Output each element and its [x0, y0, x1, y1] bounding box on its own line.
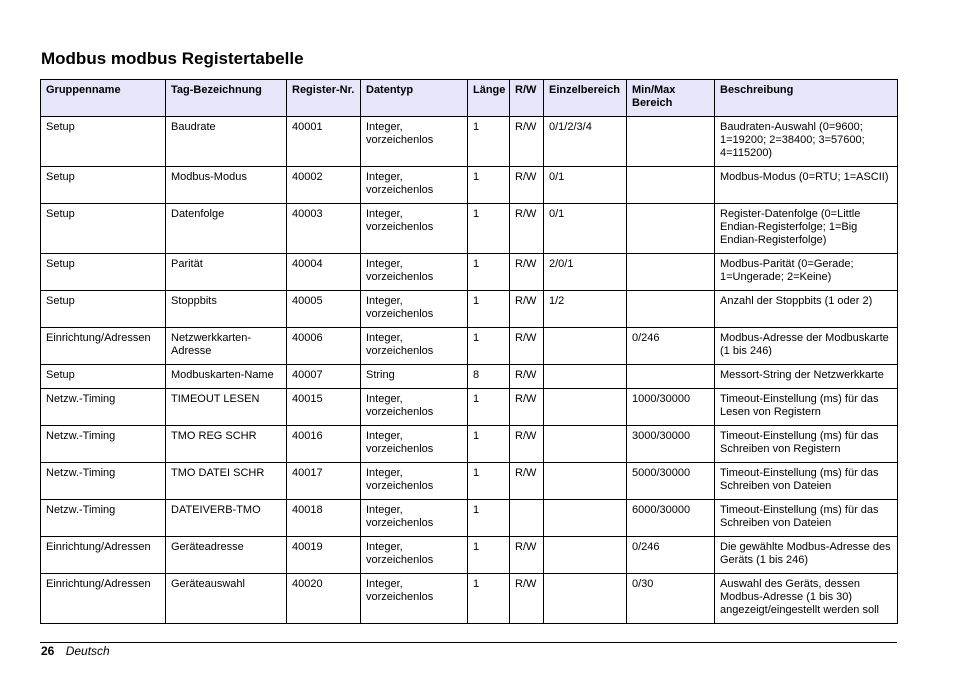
column-header: Beschreibung [715, 80, 898, 117]
cell-minmax-range [627, 365, 715, 389]
cell-group: Setup [41, 204, 166, 254]
cell-register: 40004 [287, 254, 361, 291]
cell-single-range: 2/0/1 [544, 254, 627, 291]
cell-datatype: Integer, vorzeichenlos [361, 254, 468, 291]
cell-length: 1 [468, 291, 510, 328]
cell-tag: Parität [166, 254, 287, 291]
cell-datatype: Integer, vorzeichenlos [361, 500, 468, 537]
cell-length: 1 [468, 426, 510, 463]
cell-minmax-range: 1000/30000 [627, 389, 715, 426]
cell-rw [510, 500, 544, 537]
cell-tag: DATEIVERB-TMO [166, 500, 287, 537]
column-header: Länge [468, 80, 510, 117]
column-header: Tag-Bezeichnung [166, 80, 287, 117]
cell-group: Setup [41, 291, 166, 328]
cell-tag: TMO DATEI SCHR [166, 463, 287, 500]
cell-group: Einrichtung/Adressen [41, 537, 166, 574]
cell-group: Einrichtung/Adressen [41, 574, 166, 624]
table-header-row [41, 80, 898, 117]
table-row [41, 291, 898, 328]
cell-single-range [544, 537, 627, 574]
table-row [41, 500, 898, 537]
cell-rw: R/W [510, 204, 544, 254]
cell-datatype: Integer, vorzeichenlos [361, 328, 468, 365]
cell-rw: R/W [510, 389, 544, 426]
cell-group: Netzw.-Timing [41, 500, 166, 537]
cell-description: Modbus-Parität (0=Gerade; 1=Ungerade; 2=Keine) [715, 254, 898, 291]
cell-description: Timeout-Einstellung (ms) für das Schreiben von Dateien [715, 500, 898, 537]
table-row [41, 389, 898, 426]
column-header: Datentyp [361, 80, 468, 117]
cell-tag: Stoppbits [166, 291, 287, 328]
page-number: 26 [41, 644, 55, 658]
cell-group: Netzw.-Timing [41, 463, 166, 500]
cell-description: Timeout-Einstellung (ms) für das Lesen von Registern [715, 389, 898, 426]
cell-datatype: Integer, vorzeichenlos [361, 463, 468, 500]
cell-minmax-range: 0/246 [627, 328, 715, 365]
cell-minmax-range: 5000/30000 [627, 463, 715, 500]
cell-description: Messort-String der Netzwerkkarte [715, 365, 898, 389]
cell-register: 40018 [287, 500, 361, 537]
cell-rw: R/W [510, 574, 544, 624]
cell-tag: Modbuskarten-Name [166, 365, 287, 389]
cell-register: 40015 [287, 389, 361, 426]
cell-single-range: 0/1/2/3/4 [544, 117, 627, 167]
cell-minmax-range: 0/30 [627, 574, 715, 624]
cell-description: Timeout-Einstellung (ms) für das Schreiben von Dateien [715, 463, 898, 500]
cell-rw: R/W [510, 254, 544, 291]
cell-single-range: 1/2 [544, 291, 627, 328]
table-row [41, 426, 898, 463]
cell-register: 40006 [287, 328, 361, 365]
cell-rw: R/W [510, 291, 544, 328]
cell-datatype: String [361, 365, 468, 389]
cell-group: Setup [41, 117, 166, 167]
cell-register: 40001 [287, 117, 361, 167]
cell-description: Modbus-Adresse der Modbuskarte (1 bis 246) [715, 328, 898, 365]
column-header: Min/Max Bereich [627, 80, 715, 117]
column-header: Gruppenname [41, 80, 166, 117]
cell-tag: Modbus-Modus [166, 167, 287, 204]
cell-single-range [544, 463, 627, 500]
cell-single-range [544, 500, 627, 537]
footer-divider [40, 642, 897, 643]
cell-datatype: Integer, vorzeichenlos [361, 291, 468, 328]
cell-datatype: Integer, vorzeichenlos [361, 574, 468, 624]
cell-description: Die gewählte Modbus-Adresse des Geräts (1 bis 246) [715, 537, 898, 574]
cell-group: Netzw.-Timing [41, 426, 166, 463]
cell-description: Modbus-Modus (0=RTU; 1=ASCII) [715, 167, 898, 204]
table-row [41, 365, 898, 389]
cell-register: 40019 [287, 537, 361, 574]
cell-single-range [544, 426, 627, 463]
cell-datatype: Integer, vorzeichenlos [361, 167, 468, 204]
cell-length: 1 [468, 537, 510, 574]
cell-tag: TIMEOUT LESEN [166, 389, 287, 426]
page-title: Modbus modbus Registertabelle [41, 49, 304, 68]
cell-register: 40003 [287, 204, 361, 254]
cell-minmax-range [627, 167, 715, 204]
cell-datatype: Integer, vorzeichenlos [361, 117, 468, 167]
cell-group: Einrichtung/Adressen [41, 328, 166, 365]
cell-register: 40002 [287, 167, 361, 204]
cell-minmax-range: 6000/30000 [627, 500, 715, 537]
cell-single-range: 0/1 [544, 204, 627, 254]
cell-length: 1 [468, 574, 510, 624]
cell-length: 1 [468, 328, 510, 365]
cell-tag: Baudrate [166, 117, 287, 167]
column-header: R/W [510, 80, 544, 117]
cell-minmax-range [627, 291, 715, 328]
cell-length: 1 [468, 167, 510, 204]
table-body [41, 117, 898, 624]
cell-tag: Datenfolge [166, 204, 287, 254]
column-header: Einzelbereich [544, 80, 627, 117]
cell-length: 1 [468, 463, 510, 500]
cell-group: Setup [41, 167, 166, 204]
cell-datatype: Integer, vorzeichenlos [361, 426, 468, 463]
cell-register: 40017 [287, 463, 361, 500]
column-header: Register-Nr. [287, 80, 361, 117]
cell-description: Register-Datenfolge (0=Little Endian-Registerfolge; 1=Big Endian-Registerfolge) [715, 204, 898, 254]
cell-minmax-range [627, 254, 715, 291]
cell-register: 40005 [287, 291, 361, 328]
cell-rw: R/W [510, 537, 544, 574]
cell-datatype: Integer, vorzeichenlos [361, 204, 468, 254]
table-row [41, 537, 898, 574]
cell-length: 1 [468, 117, 510, 167]
cell-minmax-range: 3000/30000 [627, 426, 715, 463]
footer-language: Deutsch [65, 644, 110, 658]
cell-group: Setup [41, 365, 166, 389]
cell-group: Setup [41, 254, 166, 291]
table-row [41, 254, 898, 291]
cell-single-range [544, 574, 627, 624]
cell-register: 40016 [287, 426, 361, 463]
cell-tag: TMO REG SCHR [166, 426, 287, 463]
table-row [41, 574, 898, 624]
cell-register: 40020 [287, 574, 361, 624]
cell-description: Anzahl der Stoppbits (1 oder 2) [715, 291, 898, 328]
cell-single-range [544, 365, 627, 389]
cell-datatype: Integer, vorzeichenlos [361, 389, 468, 426]
cell-description: Auswahl des Geräts, dessen Modbus-Adresse (1 bis 30) angezeigt/eingestellt werden soll [715, 574, 898, 624]
cell-minmax-range: 0/246 [627, 537, 715, 574]
cell-minmax-range [627, 117, 715, 167]
cell-description: Baudraten-Auswahl (0=9600; 1=19200; 2=38400; 3=57600; 4=115200) [715, 117, 898, 167]
cell-single-range: 0/1 [544, 167, 627, 204]
cell-group: Netzw.-Timing [41, 389, 166, 426]
cell-description: Timeout-Einstellung (ms) für das Schreiben von Registern [715, 426, 898, 463]
cell-tag: Geräteadresse [166, 537, 287, 574]
cell-rw: R/W [510, 463, 544, 500]
cell-rw: R/W [510, 365, 544, 389]
cell-length: 1 [468, 254, 510, 291]
cell-datatype: Integer, vorzeichenlos [361, 537, 468, 574]
cell-rw: R/W [510, 328, 544, 365]
table-row [41, 204, 898, 254]
cell-length: 1 [468, 204, 510, 254]
cell-register: 40007 [287, 365, 361, 389]
cell-single-range [544, 389, 627, 426]
table-row [41, 463, 898, 500]
register-table [40, 79, 898, 624]
cell-length: 1 [468, 500, 510, 537]
cell-tag: Netzwerkkarten-Adresse [166, 328, 287, 365]
cell-tag: Geräteauswahl [166, 574, 287, 624]
table-row [41, 328, 898, 365]
page-footer [41, 644, 110, 658]
cell-single-range [544, 328, 627, 365]
cell-length: 8 [468, 365, 510, 389]
table-row [41, 167, 898, 204]
cell-rw: R/W [510, 117, 544, 167]
cell-length: 1 [468, 389, 510, 426]
table-row [41, 117, 898, 167]
cell-rw: R/W [510, 167, 544, 204]
cell-minmax-range [627, 204, 715, 254]
cell-rw: R/W [510, 426, 544, 463]
